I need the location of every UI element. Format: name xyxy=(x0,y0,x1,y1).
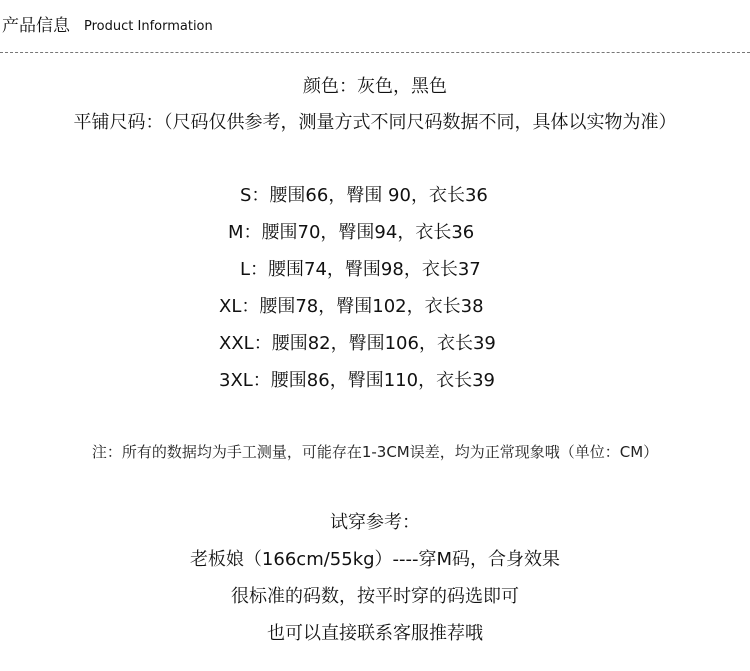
size-row-l: L：腰围74，臀围98，衣长37 xyxy=(240,259,481,280)
size-row-m: M：腰围70，臀围94，衣长36 xyxy=(228,222,475,243)
size-row-xl: XL：腰围78，臀围102，衣长38 xyxy=(219,296,484,317)
try-on-line: 老板娘（166cm/55kg）----穿M码，合身效果 xyxy=(189,549,561,570)
section-header xyxy=(0,14,750,40)
color-options: 颜色：灰色，黑色 xyxy=(303,76,447,97)
footnote: 注：所有的数据均为手工测量，可能存在1-3CM误差，均为正常现象哦（单位：CM） xyxy=(91,443,659,461)
try-on-line: 也可以直接联系客服推荐哦 xyxy=(267,623,483,644)
section-title-en: Product Information xyxy=(84,19,213,34)
size-row-s: S：腰围66，臀围 90，衣长36 xyxy=(240,185,488,206)
try-on-title: 试穿参考： xyxy=(330,512,420,533)
section-title-cn: 产品信息 xyxy=(2,16,70,36)
size-row-3xl: 3XL：腰围86，臀围110，衣长39 xyxy=(219,370,495,391)
header-divider xyxy=(0,52,750,53)
size-row-xxl: XXL：腰围82，臀围106，衣长39 xyxy=(219,333,496,354)
measurement-note: 平铺尺码：（尺码仅供参考，测量方式不同尺码数据不同，具体以实物为准） xyxy=(73,112,677,133)
try-on-line: 很标准的码数，按平时穿的码选即可 xyxy=(231,586,519,607)
